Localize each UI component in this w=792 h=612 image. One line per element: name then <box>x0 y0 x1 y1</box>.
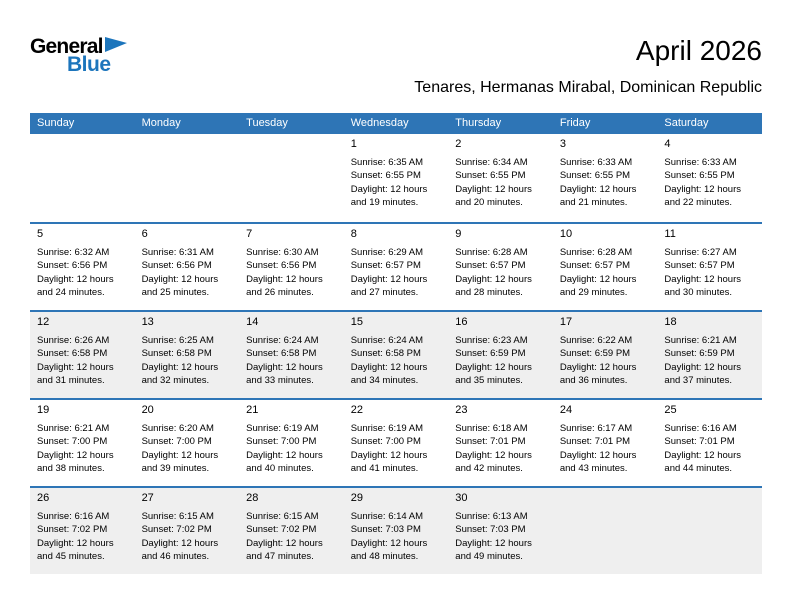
day-sun-info <box>246 510 340 564</box>
day-sun-info <box>351 510 445 564</box>
day-sun-info <box>142 246 236 300</box>
daylight-line: Daylight: 12 hours and 36 minutes. <box>559 361 637 387</box>
day-sun-info <box>560 156 654 210</box>
sunrise-line: Sunrise: 6:31 AM <box>141 246 214 258</box>
day-sun-info <box>664 156 758 210</box>
calendar-day-24 <box>553 400 658 486</box>
day-number: 7 <box>246 227 253 240</box>
sunset-line: Sunset: 7:02 PM <box>246 524 317 536</box>
calendar-day-27 <box>135 488 240 574</box>
sunset-line: Sunset: 6:58 PM <box>141 348 212 360</box>
daylight-line: Daylight: 12 hours and 45 minutes. <box>37 537 114 563</box>
weekday-monday: Monday <box>141 116 181 129</box>
sunset-line: Sunset: 6:58 PM <box>37 348 108 360</box>
day-sun-info <box>560 334 654 388</box>
sunset-line: Sunset: 6:58 PM <box>350 348 421 360</box>
calendar-day-empty <box>30 134 135 222</box>
day-number: 9 <box>455 227 462 240</box>
sunrise-line: Sunrise: 6:15 AM <box>141 510 214 522</box>
day-number: 28 <box>246 491 259 504</box>
sunrise-line: Sunrise: 6:24 AM <box>246 334 319 346</box>
calendar-day-1 <box>344 134 449 222</box>
day-number: 10 <box>559 227 573 240</box>
daylight-line: Daylight: 12 hours and 31 minutes. <box>37 361 114 387</box>
calendar-weekday-header <box>30 113 762 134</box>
day-sun-info <box>246 246 340 300</box>
calendar-day-empty <box>239 134 344 222</box>
month-title: April 2026 <box>635 35 762 66</box>
day-number: 21 <box>246 403 259 416</box>
week-row <box>30 222 762 310</box>
calendar-day-5 <box>30 224 135 310</box>
calendar-day-22 <box>344 400 449 486</box>
day-sun-info <box>246 422 340 476</box>
calendar-day-18 <box>657 312 762 398</box>
day-number: 18 <box>664 315 677 328</box>
day-number: 22 <box>350 403 363 416</box>
day-sun-info <box>664 334 758 388</box>
sunrise-line: Sunrise: 6:33 AM <box>664 156 737 168</box>
day-sun-info <box>455 246 549 300</box>
day-sun-info <box>455 334 549 388</box>
day-number: 27 <box>141 491 154 504</box>
day-sun-info <box>37 510 131 564</box>
sunrise-line: Sunrise: 6:18 AM <box>455 422 528 434</box>
sunset-line: Sunset: 6:56 PM <box>246 260 317 272</box>
calendar-day-29 <box>344 488 449 574</box>
day-sun-info <box>664 246 758 300</box>
day-number: 29 <box>350 491 363 504</box>
sunrise-line: Sunrise: 6:19 AM <box>246 422 319 434</box>
daylight-line: Daylight: 12 hours and 21 minutes. <box>559 183 637 209</box>
sunrise-line: Sunrise: 6:24 AM <box>350 334 424 346</box>
day-sun-info <box>664 422 758 476</box>
sunset-line: Sunset: 6:55 PM <box>559 170 631 182</box>
day-number: 17 <box>559 315 573 328</box>
sunset-line: Sunset: 6:55 PM <box>455 170 526 182</box>
sunrise-line: Sunrise: 6:29 AM <box>350 246 424 258</box>
day-number: 23 <box>455 403 468 416</box>
daylight-line: Daylight: 12 hours and 22 minutes. <box>664 183 741 209</box>
sunset-line: Sunset: 6:56 PM <box>141 260 212 272</box>
daylight-line: Daylight: 12 hours and 19 minutes. <box>350 183 428 209</box>
sunrise-line: Sunrise: 6:30 AM <box>246 246 319 258</box>
day-number: 1 <box>350 137 357 150</box>
calendar-day-4 <box>657 134 762 222</box>
sunrise-line: Sunrise: 6:32 AM <box>37 246 110 258</box>
day-number: 14 <box>246 315 259 328</box>
calendar-day-empty <box>657 488 762 574</box>
calendar-day-12 <box>30 312 135 398</box>
day-sun-info <box>246 334 340 388</box>
calendar-day-20 <box>135 400 240 486</box>
calendar-day-23 <box>448 400 553 486</box>
week-row <box>30 398 762 486</box>
sunset-line: Sunset: 6:56 PM <box>37 260 108 272</box>
daylight-line: Daylight: 12 hours and 37 minutes. <box>664 361 741 387</box>
calendar-day-empty <box>553 488 658 574</box>
sunset-line: Sunset: 6:57 PM <box>455 260 526 272</box>
daylight-line: Daylight: 12 hours and 35 minutes. <box>455 361 532 387</box>
day-sun-info <box>142 422 236 476</box>
day-number: 25 <box>664 403 677 416</box>
day-number: 30 <box>455 491 468 504</box>
day-sun-info <box>351 422 445 476</box>
title-block <box>414 30 762 97</box>
calendar-day-16 <box>448 312 553 398</box>
daylight-line: Daylight: 12 hours and 27 minutes. <box>350 273 428 299</box>
sunset-line: Sunset: 7:02 PM <box>141 524 212 536</box>
day-sun-info <box>351 156 445 210</box>
daylight-line: Daylight: 12 hours and 24 minutes. <box>37 273 114 299</box>
daylight-line: Daylight: 12 hours and 26 minutes. <box>246 273 323 299</box>
daylight-line: Daylight: 12 hours and 33 minutes. <box>246 361 323 387</box>
daylight-line: Daylight: 12 hours and 46 minutes. <box>141 537 219 563</box>
daylight-line: Daylight: 12 hours and 42 minutes. <box>455 449 532 475</box>
logo-text-blue: Blue <box>67 53 111 76</box>
sunrise-line: Sunrise: 6:20 AM <box>141 422 214 434</box>
calendar-day-19 <box>30 400 135 486</box>
daylight-line: Daylight: 12 hours and 20 minutes. <box>455 183 532 209</box>
sunset-line: Sunset: 6:55 PM <box>350 170 421 182</box>
sunset-line: Sunset: 6:59 PM <box>664 348 735 360</box>
day-number: 3 <box>559 137 566 150</box>
day-number: 20 <box>141 403 154 416</box>
week-row <box>30 134 762 222</box>
day-sun-info <box>455 156 549 210</box>
sunset-line: Sunset: 6:57 PM <box>664 260 735 272</box>
location-subtitle: Tenares, Hermanas Mirabal, Dominican Republic <box>414 78 762 96</box>
sunset-line: Sunset: 6:59 PM <box>559 348 631 360</box>
day-sun-info <box>455 422 549 476</box>
sunset-line: Sunset: 6:59 PM <box>455 348 526 360</box>
sunrise-line: Sunrise: 6:14 AM <box>350 510 424 522</box>
day-sun-info <box>37 422 131 476</box>
sunrise-line: Sunrise: 6:19 AM <box>350 422 424 434</box>
sunrise-line: Sunrise: 6:21 AM <box>37 422 110 434</box>
day-sun-info <box>37 334 131 388</box>
weekday-sunday: Sunday <box>37 116 75 129</box>
sunrise-line: Sunrise: 6:22 AM <box>559 334 633 346</box>
calendar-day-2 <box>448 134 553 222</box>
sunrise-line: Sunrise: 6:13 AM <box>455 510 528 522</box>
sunrise-line: Sunrise: 6:26 AM <box>37 334 110 346</box>
day-sun-info <box>560 422 654 476</box>
calendar-day-11 <box>657 224 762 310</box>
calendar-day-28 <box>239 488 344 574</box>
day-sun-info <box>351 334 445 388</box>
day-number: 11 <box>664 227 676 240</box>
sunrise-line: Sunrise: 6:35 AM <box>350 156 424 168</box>
sunrise-line: Sunrise: 6:23 AM <box>455 334 528 346</box>
calendar-day-17 <box>553 312 658 398</box>
daylight-line: Daylight: 12 hours and 41 minutes. <box>350 449 428 475</box>
calendar-body <box>30 134 762 574</box>
daylight-line: Daylight: 12 hours and 44 minutes. <box>664 449 741 475</box>
sunset-line: Sunset: 6:57 PM <box>350 260 421 272</box>
day-number: 5 <box>37 227 44 240</box>
sunrise-line: Sunrise: 6:17 AM <box>559 422 633 434</box>
logo-triangle-icon <box>105 37 127 52</box>
sunset-line: Sunset: 7:03 PM <box>350 524 421 536</box>
sunset-line: Sunset: 7:00 PM <box>350 436 421 448</box>
daylight-line: Daylight: 12 hours and 48 minutes. <box>350 537 428 563</box>
calendar-day-3 <box>553 134 658 222</box>
daylight-line: Daylight: 12 hours and 47 minutes. <box>246 537 323 563</box>
sunset-line: Sunset: 7:02 PM <box>37 524 108 536</box>
sunrise-line: Sunrise: 6:16 AM <box>664 422 737 434</box>
calendar-day-25 <box>657 400 762 486</box>
calendar-day-6 <box>135 224 240 310</box>
sunset-line: Sunset: 7:00 PM <box>246 436 317 448</box>
sunset-line: Sunset: 7:00 PM <box>141 436 212 448</box>
sunset-line: Sunset: 6:57 PM <box>559 260 631 272</box>
week-row <box>30 486 762 574</box>
sunrise-line: Sunrise: 6:27 AM <box>664 246 737 258</box>
daylight-line: Daylight: 12 hours and 43 minutes. <box>559 449 637 475</box>
day-number: 19 <box>37 403 50 416</box>
calendar-day-26 <box>30 488 135 574</box>
calendar-day-8 <box>344 224 449 310</box>
calendar-day-empty <box>135 134 240 222</box>
sunrise-line: Sunrise: 6:34 AM <box>455 156 528 168</box>
page-header <box>30 30 762 97</box>
weekday-tuesday: Tuesday <box>246 116 288 129</box>
day-sun-info <box>351 246 445 300</box>
daylight-line: Daylight: 12 hours and 25 minutes. <box>141 273 219 299</box>
day-number: 6 <box>141 227 148 240</box>
daylight-line: Daylight: 12 hours and 34 minutes. <box>350 361 428 387</box>
day-number: 15 <box>350 315 363 328</box>
calendar-day-7 <box>239 224 344 310</box>
calendar-day-21 <box>239 400 344 486</box>
sunrise-line: Sunrise: 6:15 AM <box>246 510 319 522</box>
day-sun-info <box>455 510 549 564</box>
sunset-line: Sunset: 7:00 PM <box>37 436 108 448</box>
sunset-line: Sunset: 7:01 PM <box>455 436 526 448</box>
day-number: 16 <box>455 315 468 328</box>
daylight-line: Daylight: 12 hours and 28 minutes. <box>455 273 532 299</box>
daylight-line: Daylight: 12 hours and 39 minutes. <box>141 449 219 475</box>
generalblue-logo <box>30 30 127 75</box>
calendar-day-14 <box>239 312 344 398</box>
sunset-line: Sunset: 6:58 PM <box>246 348 317 360</box>
week-row <box>30 310 762 398</box>
day-number: 8 <box>350 227 357 240</box>
sunrise-line: Sunrise: 6:21 AM <box>664 334 737 346</box>
day-sun-info <box>37 246 131 300</box>
calendar-day-10 <box>553 224 658 310</box>
daylight-line: Daylight: 12 hours and 38 minutes. <box>37 449 114 475</box>
daylight-line: Daylight: 12 hours and 49 minutes. <box>455 537 532 563</box>
daylight-line: Daylight: 12 hours and 30 minutes. <box>664 273 741 299</box>
sunset-line: Sunset: 7:03 PM <box>455 524 526 536</box>
logo-text-general: General <box>30 35 103 58</box>
calendar-day-30 <box>448 488 553 574</box>
day-number: 12 <box>37 315 50 328</box>
weekday-wednesday: Wednesday <box>350 116 409 129</box>
sunset-line: Sunset: 7:01 PM <box>664 436 735 448</box>
calendar-day-13 <box>135 312 240 398</box>
daylight-line: Daylight: 12 hours and 29 minutes. <box>559 273 637 299</box>
weekday-friday: Friday <box>559 116 591 129</box>
daylight-line: Daylight: 12 hours and 32 minutes. <box>141 361 219 387</box>
sunset-line: Sunset: 6:55 PM <box>664 170 735 182</box>
day-number: 13 <box>141 315 154 328</box>
daylight-line: Daylight: 12 hours and 40 minutes. <box>246 449 323 475</box>
calendar <box>30 113 762 574</box>
day-number: 26 <box>37 491 50 504</box>
sunrise-line: Sunrise: 6:33 AM <box>559 156 633 168</box>
sunrise-line: Sunrise: 6:25 AM <box>141 334 214 346</box>
weekday-saturday: Saturday <box>664 116 709 129</box>
sunset-line: Sunset: 7:01 PM <box>559 436 631 448</box>
sunrise-line: Sunrise: 6:16 AM <box>37 510 110 522</box>
day-sun-info <box>142 510 236 564</box>
sunrise-line: Sunrise: 6:28 AM <box>455 246 528 258</box>
calendar-day-15 <box>344 312 449 398</box>
day-number: 24 <box>559 403 573 416</box>
day-number: 4 <box>664 137 671 150</box>
sunrise-line: Sunrise: 6:28 AM <box>559 246 633 258</box>
day-sun-info <box>560 246 654 300</box>
weekday-thursday: Thursday <box>455 116 502 129</box>
day-sun-info <box>142 334 236 388</box>
calendar-day-9 <box>448 224 553 310</box>
day-number: 2 <box>455 137 462 150</box>
